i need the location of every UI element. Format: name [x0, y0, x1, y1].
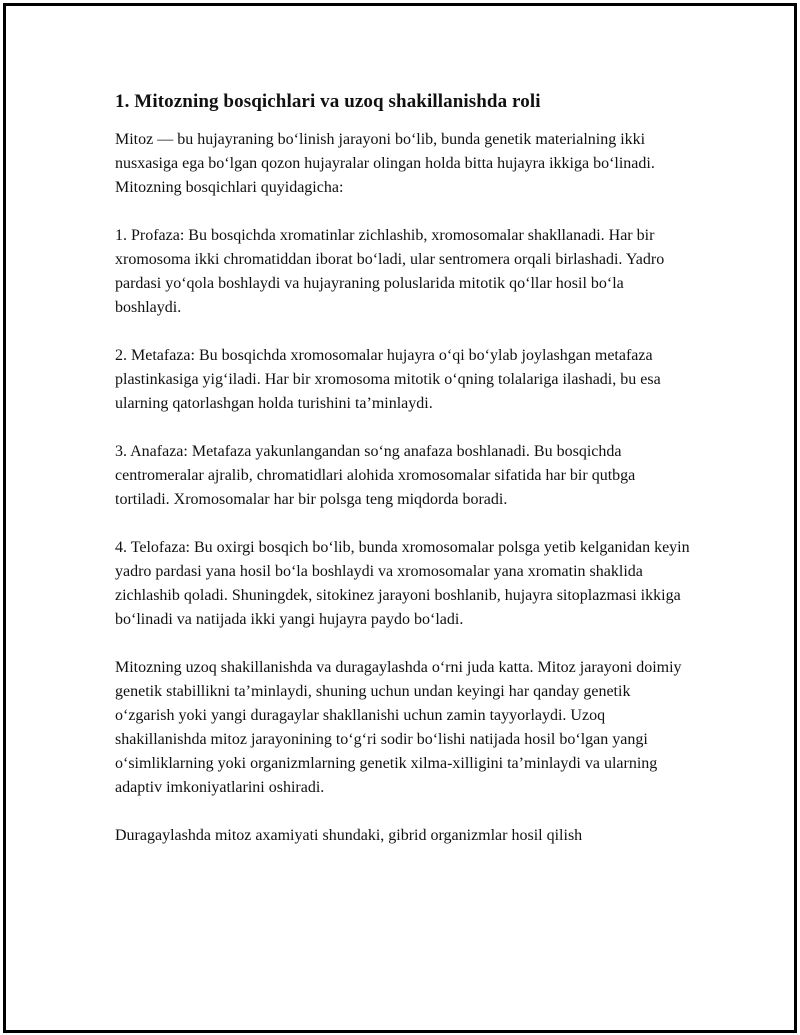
paragraph-mitoz-role: Mitozning uzoq shakillanishda va duragaylashda o‘rni juda katta. Mitoz jarayoni doimiy genetik stabillikni ta’minlaydi, shuning uchun undan keyingi har qanday genetik o‘zgarish yoki yangi duragaylar shakllanishi uchun zamin tayyorlaydi. Uzoq shakillanishda mitoz jarayonining to‘g‘ri sodir bo‘lishi natijada hosil bo‘lgan yangi o‘simliklarning yoki organizmlarning genetik xilma-xilligini ta’minlaydi va ularning adaptiv imkoniyatlarini oshiradi.: [115, 659, 682, 796]
paragraph-intro: Mitoz — bu hujayraning bo‘linish jarayoni bo‘lib, bunda genetik materialning ikki nusxasiga ega bo‘lgan qozon hujayralar olingan holda bitta hujayra ikkiga bo‘linadi. Mitozning bosqichlari quyidagicha:: [115, 131, 655, 196]
paragraph-telofaza: 4. Telofaza: Bu oxirgi bosqich bo‘lib, bunda xromosomalar polsga yetib kelganidan keyin yadro pardasi yana hosil bo‘la boshlaydi va xromosomalar yana xromatin shaklida zichlashib qoladi. Shuningdek, sitokinez jarayoni boshlanib, hujayra sitoplazmasi ikkiga bo‘linadi va natijada ikki yangi hujayra paydo bo‘ladi.: [115, 539, 690, 628]
paragraph-profaza: 1. Profaza: Bu bosqichda xromatinlar zichlashib, xromosomalar shakllanadi. Har bir xromosoma ikki chromatiddan iborat bo‘ladi, ular sentromera orqali birlashadi. Yadro pardasi yo‘qola boshlaydi va hujayraning poluslarida mitotik qo‘llar hosil bo‘la boshlaydi.: [115, 227, 665, 316]
paragraph-anafaza: 3. Anafaza: Metafaza yakunlangandan so‘ng anafaza boshlanadi. Bu bosqichda centromeralar ajralib, chromatidlari alohida xromosomalar sifatida har bir qutbga tortiladi. Xromosomalar har bir polsga teng miqdorda boradi.: [115, 443, 636, 508]
paragraph-metafaza: 2. Metafaza: Bu bosqichda xromosomalar hujayra o‘qi bo‘ylab joylashgan metafaza plastinkasiga yig‘iladi. Har bir xromosoma mitotik o‘qning tolalariga ilashadi, bu esa ularning qatorlashgan holda turishini ta’minlaydi.: [115, 347, 661, 412]
paragraph-duragaylash: Duragaylashda mitoz axamiyati shundaki, gibrid organizmlar hosil qilish: [115, 827, 583, 844]
document-title: 1. Mitozning bosqichlari va uzoq shakillanishda roli: [115, 91, 541, 112]
document-body: [115, 90, 690, 872]
